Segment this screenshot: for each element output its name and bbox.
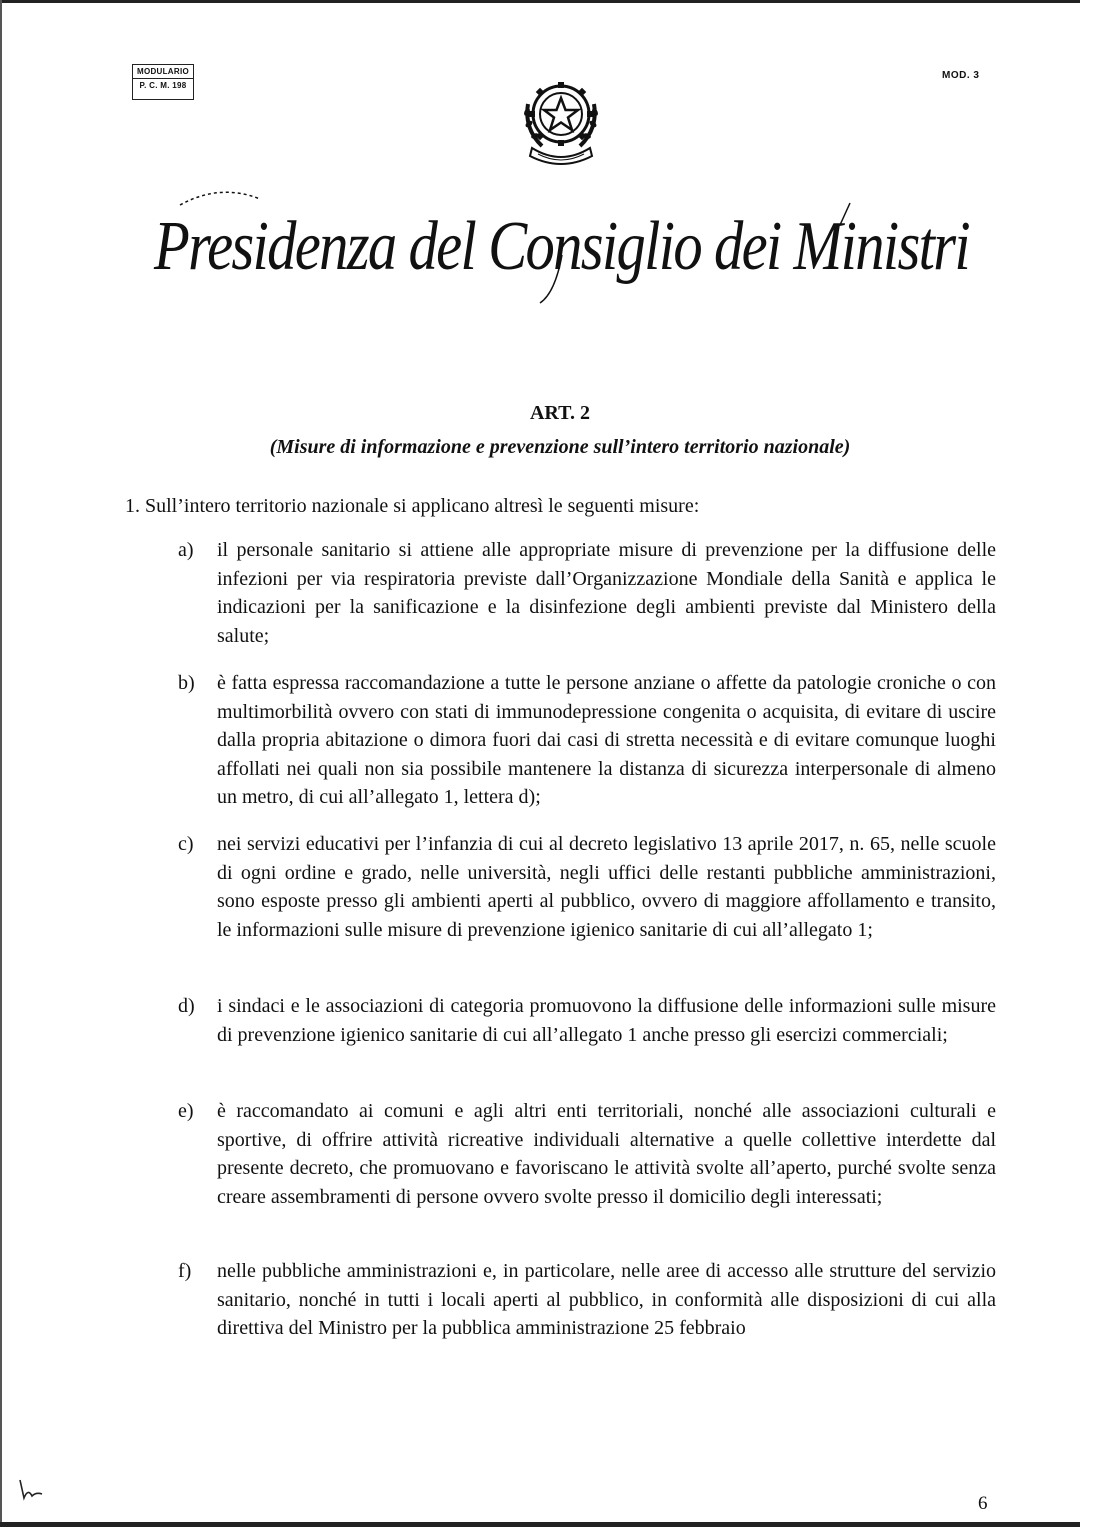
- svg-text:Presidenza del Consiglio dei M: Presidenza del Consiglio dei Ministri: [153, 208, 970, 285]
- list-item-text: nelle pubbliche amministrazioni e, in particolare, nelle aree di accesso alle strutture del servizio sanitario, nonché in tutti i locali aperti al pubblico, in conformità alle disposizioni di cui alla direttiva del Ministro per la pubblica amministrazione 25 febbraio: [217, 1260, 996, 1339]
- page-number: 6: [978, 1493, 988, 1514]
- list-item-marker: a): [178, 539, 194, 561]
- list-item-marker: f): [178, 1260, 192, 1282]
- list-item: [178, 669, 996, 812]
- article-title: ART. 2: [529, 402, 591, 424]
- article-intro-paragraph: 1. Sull’intero territorio nazionale si applicano altresì le seguenti misure:: [125, 495, 700, 517]
- handwritten-mark-icon: [18, 1478, 48, 1502]
- list-item-text: è fatta espressa raccomandazione a tutte le persone anziane o affette da patologie croniche o con multimorbilità ovvero con stati di immunodepressione congenita o acquisita, di evitare di uscire dalla propria abitazione o dimora fuori dai casi di stretta necessità e di evitare comunque luoghi affollati nei quali non sia possibile mantenere la distanza di sicurezza interpersonale di almeno un metro, di cui all’allegato 1, lettera d);: [217, 672, 996, 808]
- list-item: [178, 1257, 996, 1343]
- list-item-marker: c): [178, 833, 194, 855]
- list-item-text: il personale sanitario si attiene alle appropriate misure di prevenzione per la diffusione delle infezioni per via respiratoria previste dall’Organizzazione Mondiale della Sanità e applica le indicazioni per la sanificazione e la disinfezione degli ambienti previste dal Ministero della salute;: [217, 539, 996, 647]
- modulario-label: MODULARIO: [133, 65, 193, 79]
- list-item: [178, 536, 996, 650]
- list-item: [178, 992, 996, 1049]
- list-item-text: i sindaci e le associazioni di categoria promuovono la diffusione delle informazioni sulle misure di prevenzione igienico sanitarie di cui all’allegato 1 anche presso gli esercizi commerciali;: [217, 995, 996, 1046]
- modulario-code: P. C. M. 198: [139, 81, 187, 90]
- article-subtitle: (Misure di informazione e prevenzione sull’intero territorio nazionale): [269, 436, 851, 458]
- list-item-text: nei servizi educativi per l’infanzia di cui al decreto legislativo 13 aprile 2017, n. 65, nelle scuole di ogni ordine e grado, nelle università, negli uffici delle restanti pubbliche amministrazioni, sono esposte presso gli ambienti aperti al pubblico, ovvero di maggiore affollamento e transito, le informazioni sulle misure di prevenzione igienico sanitarie di cui all’allegato 1;: [217, 833, 996, 941]
- modulario-stamp: [132, 64, 194, 100]
- list-item-marker: b): [178, 672, 195, 694]
- list-item-marker: d): [178, 995, 195, 1017]
- mod-number-label: MOD. 3: [942, 70, 980, 81]
- letterhead-script-logo: [150, 185, 980, 310]
- list-item: [178, 830, 996, 944]
- list-item: [178, 1097, 996, 1211]
- list-item-text: è raccomandato ai comuni e agli altri enti territoriali, nonché alle associazioni culturali e sportive, di offrire attività ricreative individuali alternative a quelle collettive interdette dal presente decreto, che promuovano e favoriscano le attività svolte all’aperto, purché svolte senza creare assembramenti di persone ovvero svolte presso il domicilio degli interessati;: [217, 1100, 996, 1208]
- page-edge-bottom: [0, 1522, 1080, 1527]
- italian-republic-emblem-icon: [520, 74, 602, 164]
- list-item-marker: e): [178, 1100, 194, 1122]
- page-edge-top: [0, 0, 1080, 3]
- page-edge-left: [0, 0, 2, 1527]
